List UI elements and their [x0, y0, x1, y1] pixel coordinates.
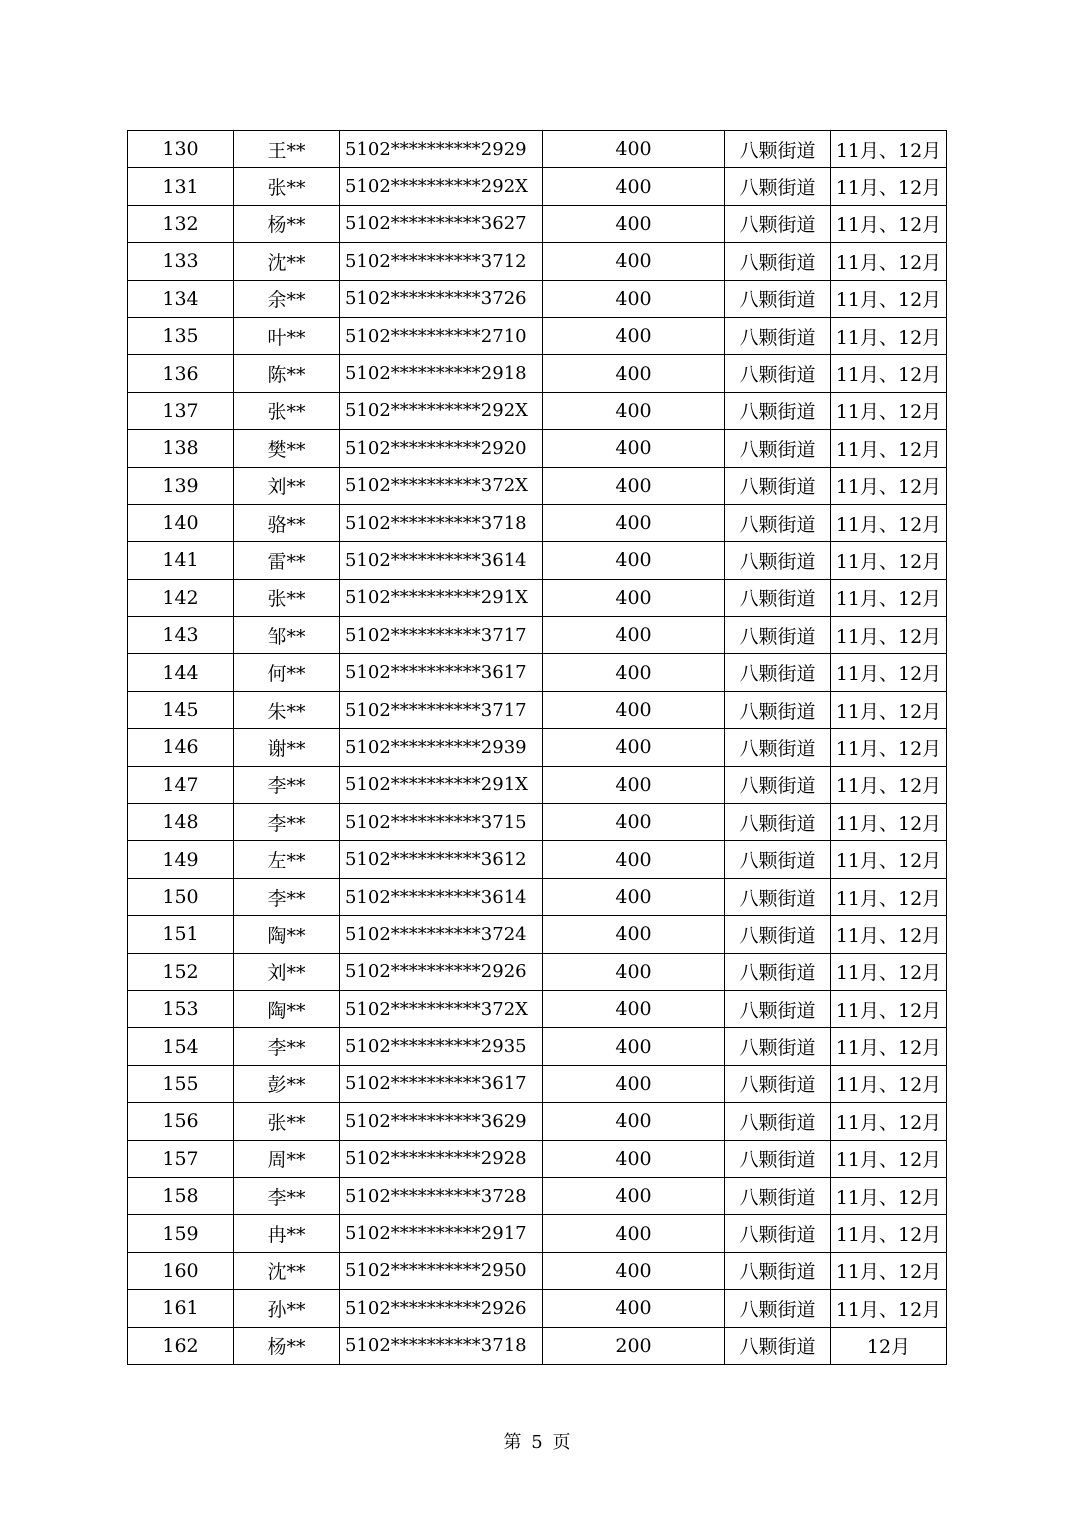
street-cell: 八颗街道	[725, 841, 831, 878]
months-cell: 11月、12月	[831, 841, 947, 878]
months-cell: 11月、12月	[831, 1177, 947, 1214]
months-cell: 11月、12月	[831, 1215, 947, 1252]
table-row	[128, 729, 947, 766]
row-number-cell: 130	[128, 131, 234, 168]
row-number-cell: 147	[128, 766, 234, 803]
id-number-cell: 5102**********372X	[340, 990, 543, 1027]
street-cell: 八颗街道	[725, 280, 831, 317]
amount-cell: 400	[543, 280, 725, 317]
amount-cell: 400	[543, 1028, 725, 1065]
name-cell: 李**	[234, 1028, 340, 1065]
id-number-cell: 5102**********2926	[340, 1290, 543, 1327]
street-cell: 八颗街道	[725, 1215, 831, 1252]
amount-cell: 400	[543, 729, 725, 766]
name-cell: 雷**	[234, 542, 340, 579]
id-number-cell: 5102**********2926	[340, 953, 543, 990]
street-cell: 八颗街道	[725, 691, 831, 728]
amount-cell: 400	[543, 131, 725, 168]
name-cell: 杨**	[234, 205, 340, 242]
id-number-cell: 5102**********3612	[340, 841, 543, 878]
street-cell: 八颗街道	[725, 168, 831, 205]
street-cell: 八颗街道	[725, 355, 831, 392]
row-number-cell: 162	[128, 1327, 234, 1364]
row-number-cell: 133	[128, 243, 234, 280]
amount-cell: 400	[543, 168, 725, 205]
table-row	[128, 131, 947, 168]
months-cell: 11月、12月	[831, 467, 947, 504]
table-row	[128, 168, 947, 205]
name-cell: 张**	[234, 579, 340, 616]
name-cell: 王**	[234, 131, 340, 168]
amount-cell: 400	[543, 1103, 725, 1140]
table-row	[128, 1065, 947, 1102]
street-cell: 八颗街道	[725, 729, 831, 766]
id-number-cell: 5102**********2929	[340, 131, 543, 168]
months-cell: 11月、12月	[831, 691, 947, 728]
name-cell: 张**	[234, 168, 340, 205]
id-number-cell: 5102**********3718	[340, 1327, 543, 1364]
row-number-cell: 150	[128, 878, 234, 915]
table-row	[128, 691, 947, 728]
months-cell: 11月、12月	[831, 430, 947, 467]
amount-cell: 400	[543, 691, 725, 728]
table-row	[128, 766, 947, 803]
name-cell: 陈**	[234, 355, 340, 392]
table-row	[128, 617, 947, 654]
table-row	[128, 1177, 947, 1214]
subsidy-roster-table	[127, 130, 947, 1365]
months-cell: 11月、12月	[831, 579, 947, 616]
street-cell: 八颗街道	[725, 467, 831, 504]
table-row	[128, 1215, 947, 1252]
name-cell: 樊**	[234, 430, 340, 467]
roster-body	[128, 131, 947, 1365]
street-cell: 八颗街道	[725, 430, 831, 467]
amount-cell: 400	[543, 1215, 725, 1252]
table-row	[128, 355, 947, 392]
page-number: 5	[531, 1432, 543, 1453]
name-cell: 李**	[234, 766, 340, 803]
table-row	[128, 654, 947, 691]
street-cell: 八颗街道	[725, 1065, 831, 1102]
table-row	[128, 579, 947, 616]
table-row	[128, 1028, 947, 1065]
row-number-cell: 137	[128, 392, 234, 429]
name-cell: 陶**	[234, 990, 340, 1027]
amount-cell: 400	[543, 953, 725, 990]
page-prefix: 第	[503, 1432, 522, 1453]
row-number-cell: 148	[128, 804, 234, 841]
amount-cell: 400	[543, 878, 725, 915]
amount-cell: 400	[543, 1290, 725, 1327]
table-row	[128, 1140, 947, 1177]
row-number-cell: 155	[128, 1065, 234, 1102]
row-number-cell: 138	[128, 430, 234, 467]
id-number-cell: 5102**********3617	[340, 654, 543, 691]
row-number-cell: 141	[128, 542, 234, 579]
months-cell: 11月、12月	[831, 990, 947, 1027]
street-cell: 八颗街道	[725, 1252, 831, 1289]
months-cell: 11月、12月	[831, 243, 947, 280]
amount-cell: 400	[543, 1065, 725, 1102]
amount-cell: 400	[543, 841, 725, 878]
street-cell: 八颗街道	[725, 579, 831, 616]
id-number-cell: 5102**********3629	[340, 1103, 543, 1140]
amount-cell: 400	[543, 990, 725, 1027]
months-cell: 11月、12月	[831, 916, 947, 953]
name-cell: 刘**	[234, 467, 340, 504]
id-number-cell: 5102**********3614	[340, 878, 543, 915]
name-cell: 沈**	[234, 1252, 340, 1289]
amount-cell: 400	[543, 654, 725, 691]
name-cell: 谢**	[234, 729, 340, 766]
street-cell: 八颗街道	[725, 1290, 831, 1327]
amount-cell: 400	[543, 205, 725, 242]
table-row	[128, 804, 947, 841]
street-cell: 八颗街道	[725, 542, 831, 579]
id-number-cell: 5102**********3726	[340, 280, 543, 317]
months-cell: 11月、12月	[831, 131, 947, 168]
id-number-cell: 5102**********2918	[340, 355, 543, 392]
name-cell: 冉**	[234, 1215, 340, 1252]
amount-cell: 400	[543, 467, 725, 504]
name-cell: 叶**	[234, 317, 340, 354]
amount-cell: 400	[543, 392, 725, 429]
street-cell: 八颗街道	[725, 1327, 831, 1364]
row-number-cell: 135	[128, 317, 234, 354]
months-cell: 11月、12月	[831, 953, 947, 990]
months-cell: 11月、12月	[831, 804, 947, 841]
name-cell: 周**	[234, 1140, 340, 1177]
name-cell: 李**	[234, 804, 340, 841]
id-number-cell: 5102**********2950	[340, 1252, 543, 1289]
table-row	[128, 280, 947, 317]
street-cell: 八颗街道	[725, 392, 831, 429]
row-number-cell: 134	[128, 280, 234, 317]
amount-cell: 400	[543, 1177, 725, 1214]
street-cell: 八颗街道	[725, 243, 831, 280]
name-cell: 张**	[234, 1103, 340, 1140]
row-number-cell: 146	[128, 729, 234, 766]
months-cell: 11月、12月	[831, 317, 947, 354]
name-cell: 何**	[234, 654, 340, 691]
row-number-cell: 160	[128, 1252, 234, 1289]
street-cell: 八颗街道	[725, 654, 831, 691]
amount-cell: 400	[543, 317, 725, 354]
id-number-cell: 5102**********3712	[340, 243, 543, 280]
name-cell: 李**	[234, 1177, 340, 1214]
amount-cell: 400	[543, 355, 725, 392]
row-number-cell: 152	[128, 953, 234, 990]
amount-cell: 400	[543, 766, 725, 803]
months-cell: 11月、12月	[831, 280, 947, 317]
street-cell: 八颗街道	[725, 804, 831, 841]
table-row	[128, 841, 947, 878]
id-number-cell: 5102**********2928	[340, 1140, 543, 1177]
table-row	[128, 916, 947, 953]
table-row	[128, 1327, 947, 1364]
name-cell: 左**	[234, 841, 340, 878]
amount-cell: 400	[543, 430, 725, 467]
table-row	[128, 392, 947, 429]
table-row	[128, 467, 947, 504]
row-number-cell: 142	[128, 579, 234, 616]
id-number-cell: 5102**********292X	[340, 392, 543, 429]
row-number-cell: 143	[128, 617, 234, 654]
table-row	[128, 1290, 947, 1327]
id-number-cell: 5102**********3724	[340, 916, 543, 953]
name-cell: 李**	[234, 878, 340, 915]
row-number-cell: 145	[128, 691, 234, 728]
amount-cell: 400	[543, 916, 725, 953]
name-cell: 彭**	[234, 1065, 340, 1102]
name-cell: 骆**	[234, 504, 340, 541]
street-cell: 八颗街道	[725, 1177, 831, 1214]
table-row	[128, 1103, 947, 1140]
street-cell: 八颗街道	[725, 953, 831, 990]
street-cell: 八颗街道	[725, 766, 831, 803]
id-number-cell: 5102**********3715	[340, 804, 543, 841]
amount-cell: 400	[543, 1140, 725, 1177]
id-number-cell: 5102**********2920	[340, 430, 543, 467]
months-cell: 11月、12月	[831, 1028, 947, 1065]
months-cell: 12月	[831, 1327, 947, 1364]
table-row	[128, 542, 947, 579]
months-cell: 11月、12月	[831, 168, 947, 205]
amount-cell: 400	[543, 1252, 725, 1289]
street-cell: 八颗街道	[725, 131, 831, 168]
id-number-cell: 5102**********3718	[340, 504, 543, 541]
id-number-cell: 5102**********3728	[340, 1177, 543, 1214]
name-cell: 邹**	[234, 617, 340, 654]
street-cell: 八颗街道	[725, 878, 831, 915]
amount-cell: 400	[543, 579, 725, 616]
row-number-cell: 158	[128, 1177, 234, 1214]
name-cell: 刘**	[234, 953, 340, 990]
amount-cell: 400	[543, 542, 725, 579]
row-number-cell: 144	[128, 654, 234, 691]
row-number-cell: 136	[128, 355, 234, 392]
amount-cell: 400	[543, 504, 725, 541]
street-cell: 八颗街道	[725, 1140, 831, 1177]
months-cell: 11月、12月	[831, 766, 947, 803]
street-cell: 八颗街道	[725, 205, 831, 242]
street-cell: 八颗街道	[725, 1028, 831, 1065]
months-cell: 11月、12月	[831, 504, 947, 541]
street-cell: 八颗街道	[725, 916, 831, 953]
id-number-cell: 5102**********372X	[340, 467, 543, 504]
table-row	[128, 1252, 947, 1289]
id-number-cell: 5102**********3617	[340, 1065, 543, 1102]
months-cell: 11月、12月	[831, 1065, 947, 1102]
id-number-cell: 5102**********2710	[340, 317, 543, 354]
table-row	[128, 243, 947, 280]
name-cell: 杨**	[234, 1327, 340, 1364]
name-cell: 陶**	[234, 916, 340, 953]
id-number-cell: 5102**********3627	[340, 205, 543, 242]
page-suffix: 页	[552, 1432, 571, 1453]
months-cell: 11月、12月	[831, 542, 947, 579]
row-number-cell: 157	[128, 1140, 234, 1177]
table-row	[128, 205, 947, 242]
street-cell: 八颗街道	[725, 617, 831, 654]
row-number-cell: 159	[128, 1215, 234, 1252]
amount-cell: 200	[543, 1327, 725, 1364]
months-cell: 11月、12月	[831, 355, 947, 392]
table-row	[128, 953, 947, 990]
id-number-cell: 5102**********2917	[340, 1215, 543, 1252]
name-cell: 朱**	[234, 691, 340, 728]
name-cell: 孙**	[234, 1290, 340, 1327]
amount-cell: 400	[543, 804, 725, 841]
page-footer	[0, 1428, 1074, 1454]
id-number-cell: 5102**********2935	[340, 1028, 543, 1065]
id-number-cell: 5102**********3717	[340, 617, 543, 654]
months-cell: 11月、12月	[831, 654, 947, 691]
months-cell: 11月、12月	[831, 205, 947, 242]
street-cell: 八颗街道	[725, 990, 831, 1027]
id-number-cell: 5102**********291X	[340, 579, 543, 616]
id-number-cell: 5102**********291X	[340, 766, 543, 803]
row-number-cell: 131	[128, 168, 234, 205]
amount-cell: 400	[543, 617, 725, 654]
id-number-cell: 5102**********292X	[340, 168, 543, 205]
table-row	[128, 504, 947, 541]
months-cell: 11月、12月	[831, 1252, 947, 1289]
street-cell: 八颗街道	[725, 1103, 831, 1140]
name-cell: 余**	[234, 280, 340, 317]
months-cell: 11月、12月	[831, 729, 947, 766]
row-number-cell: 154	[128, 1028, 234, 1065]
table-row	[128, 317, 947, 354]
row-number-cell: 156	[128, 1103, 234, 1140]
row-number-cell: 151	[128, 916, 234, 953]
street-cell: 八颗街道	[725, 504, 831, 541]
row-number-cell: 149	[128, 841, 234, 878]
street-cell: 八颗街道	[725, 317, 831, 354]
name-cell: 沈**	[234, 243, 340, 280]
table-row	[128, 430, 947, 467]
row-number-cell: 132	[128, 205, 234, 242]
id-number-cell: 5102**********3614	[340, 542, 543, 579]
id-number-cell: 5102**********2939	[340, 729, 543, 766]
months-cell: 11月、12月	[831, 1103, 947, 1140]
table-row	[128, 878, 947, 915]
table-row	[128, 990, 947, 1027]
row-number-cell: 139	[128, 467, 234, 504]
months-cell: 11月、12月	[831, 617, 947, 654]
id-number-cell: 5102**********3717	[340, 691, 543, 728]
row-number-cell: 140	[128, 504, 234, 541]
row-number-cell: 153	[128, 990, 234, 1027]
months-cell: 11月、12月	[831, 392, 947, 429]
amount-cell: 400	[543, 243, 725, 280]
name-cell: 张**	[234, 392, 340, 429]
row-number-cell: 161	[128, 1290, 234, 1327]
months-cell: 11月、12月	[831, 1290, 947, 1327]
months-cell: 11月、12月	[831, 878, 947, 915]
months-cell: 11月、12月	[831, 1140, 947, 1177]
